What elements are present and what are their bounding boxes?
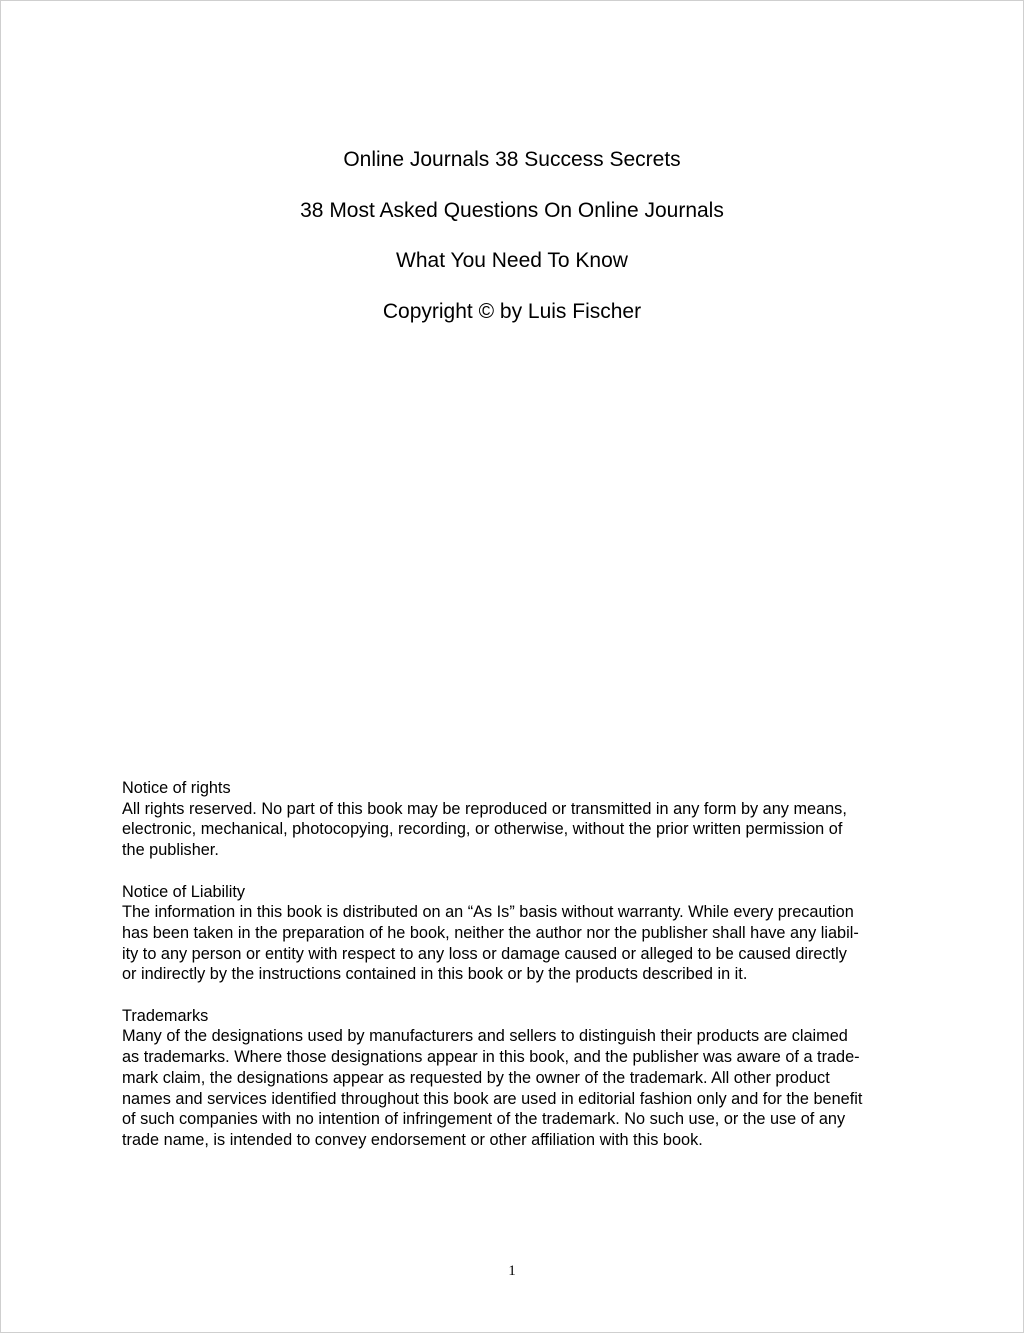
notice-heading: Notice of Liability xyxy=(122,882,246,901)
copyright-line: Copyright © by Luis Fischer xyxy=(382,299,642,323)
book-tagline: What You Need To Know xyxy=(396,249,628,272)
notice-heading: Notice of rights xyxy=(122,779,231,797)
notice-body: The information in this book is distributed on an “As Is” basis without warranty. While every precaution has been taken in the preparation of he book, neither the author nor the publisher shall have any liabil- ity to any person or entity with respect to any loss or damage caused or alleged to be caused directly or indirectly by the instructions contained in this book or by the products described in it. xyxy=(122,903,859,984)
book-title: Online Journals 38 Success Secrets xyxy=(343,148,681,171)
page-number: 1 xyxy=(508,1263,516,1279)
notice-body: All rights reserved. No part of this book may be reproduced or transmitted in any form by any means, electronic, mechanical, photocopying, recording, or otherwise, without the prior written permission of the publisher. xyxy=(122,799,847,860)
trademarks-notice xyxy=(122,1006,912,1151)
notice-of-liability xyxy=(122,882,912,986)
notice-of-rights xyxy=(122,778,912,861)
book-subtitle: 38 Most Asked Questions On Online Journals xyxy=(300,198,724,222)
notice-body: Many of the designations used by manufacturers and sellers to distinguish their products are claimed as trademarks. Where those designations appear in this book, and the publisher was aware of a trade- mark claim, the designations appear as requested by the owner of the trademark. All other product names and services identified throughout this book are used in editorial fashion only and for the benefit of such companies with no intention of infringement of the trademark. No such use, or the use of any trade name, is intended to convey endorsement or other affiliation with this book. xyxy=(122,1027,863,1149)
title-block xyxy=(1,147,1023,325)
legal-notices xyxy=(122,778,912,1171)
notice-heading: Trademarks xyxy=(122,1006,209,1025)
